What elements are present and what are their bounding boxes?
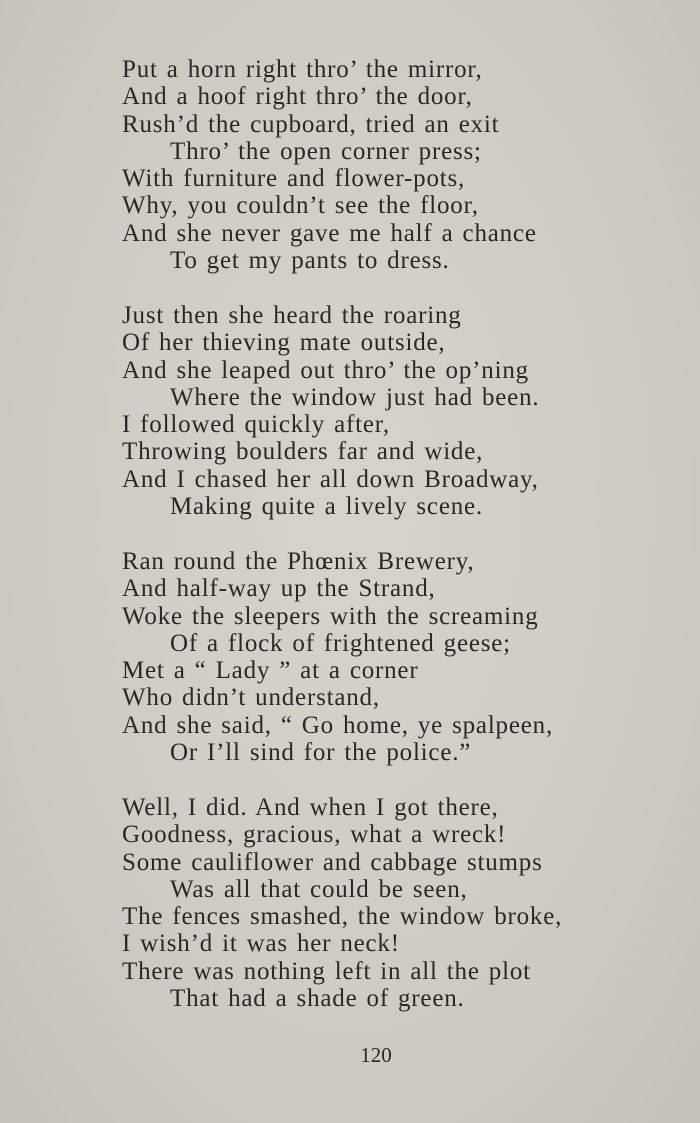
poem-line: Or I’ll sind for the police.” xyxy=(170,739,472,767)
poem-line: Woke the sleepers with the screaming xyxy=(122,602,539,630)
poem-line: Why, you couldn’t see the floor, xyxy=(122,192,479,220)
poem-line: Ran round the Phœnix Brewery, xyxy=(122,547,475,575)
poem-line: There was nothing left in all the plot xyxy=(122,957,531,985)
poem-line: To get my pants to dress. xyxy=(170,247,450,275)
poem-line: Where the window just had been. xyxy=(170,383,540,411)
stanza xyxy=(122,548,682,766)
poem-line: The fences smashed, the window broke, xyxy=(122,903,563,931)
poem-line: Making quite a lively scene. xyxy=(170,493,483,521)
poem-line: Well, I did. And when I got there, xyxy=(122,793,499,821)
poem-line: I wish’d it was her neck! xyxy=(122,930,400,958)
poem-line: Was all that could be seen, xyxy=(170,875,468,903)
stanza xyxy=(122,302,682,520)
poem-line: Who didn’t understand, xyxy=(122,684,380,712)
poem-line: Just then she heard the roaring xyxy=(122,301,462,329)
poem-line: Put a horn right thro’ the mirror, xyxy=(122,56,483,83)
page-number: 120 xyxy=(360,1043,392,1067)
poem-line: And she said, “ Go home, ye spalpeen, xyxy=(122,711,554,739)
poem-line: Of her thieving mate outside, xyxy=(122,329,446,357)
poem-line: And she never gave me half a chance xyxy=(122,219,537,247)
poem-line: Of a flock of frightened geese; xyxy=(170,629,511,657)
poem-text xyxy=(122,56,682,1040)
poem-line: Met a “ Lady ” at a corner xyxy=(122,657,419,685)
poem-line: Some cauliflower and cabbage stumps xyxy=(122,848,543,876)
poem-line: And half-way up the Strand, xyxy=(122,575,436,603)
poem-line: And she leaped out thro’ the op’ning xyxy=(122,356,529,384)
poem-line: Goodness, gracious, what a wreck! xyxy=(122,821,507,849)
poem-line: Throwing boulders far and wide, xyxy=(122,438,484,466)
poem-line: That had a shade of green. xyxy=(170,984,465,1012)
stanza xyxy=(122,56,682,274)
stanza xyxy=(122,794,682,1012)
poem-line: And I chased her all down Broadway, xyxy=(122,465,539,493)
poem-line: With furniture and flower-pots, xyxy=(122,165,466,193)
poem-line: I followed quickly after, xyxy=(122,411,390,439)
poem-line: And a hoof right thro’ the door, xyxy=(122,83,473,111)
poem-line: Thro’ the open corner press; xyxy=(170,137,482,165)
poem-line: Rush’d the cupboard, tried an exit xyxy=(122,110,500,138)
